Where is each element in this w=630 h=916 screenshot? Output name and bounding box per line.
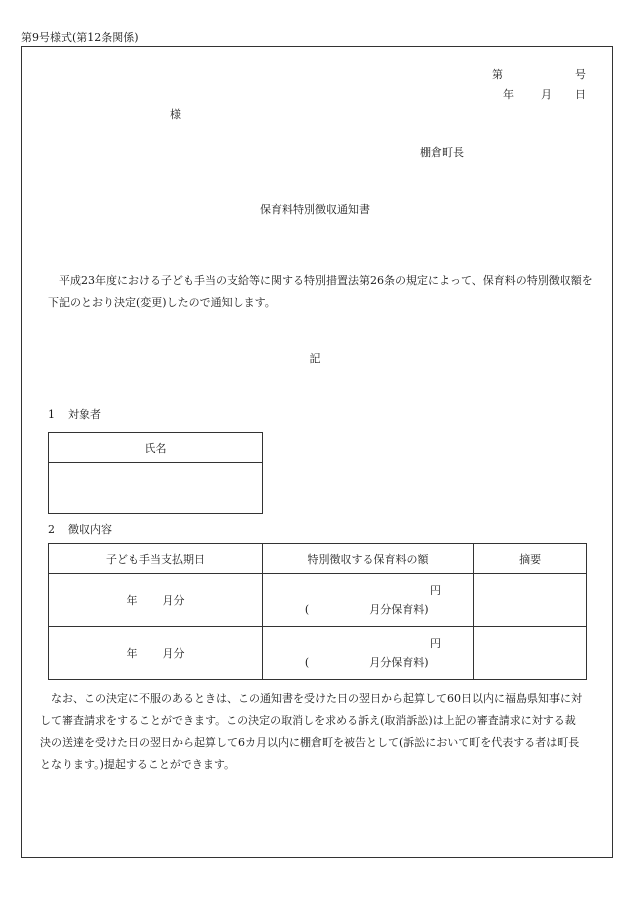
- yen-label: 円: [430, 584, 442, 597]
- name-cell: [49, 463, 263, 514]
- section1-title: 対象者: [68, 408, 101, 421]
- section2-heading: [48, 521, 112, 537]
- section2-number: 2: [48, 523, 55, 536]
- name-header: 氏名: [49, 433, 263, 463]
- row-month: 月分: [162, 647, 185, 660]
- table-row: [49, 627, 587, 680]
- paren-open: (: [304, 603, 310, 616]
- payment-date-cell: [49, 574, 263, 627]
- column-header-payment-date: 子ども手当支払期日: [49, 544, 263, 574]
- subject-table: [48, 432, 263, 514]
- section1-heading: [48, 406, 101, 422]
- amount-cell: [262, 574, 473, 627]
- date-day: 日: [575, 88, 586, 101]
- date-year: 年: [503, 88, 514, 101]
- remarks-cell: [474, 574, 587, 627]
- issue-date: [503, 86, 586, 102]
- paren-open: (: [304, 656, 310, 669]
- addressee: 様: [170, 108, 181, 121]
- notice-text: なお、この決定に不服のあるときは、この通知書を受けた日の翌日から起算して60日以内に福島県知事に対して審査請求をすることができます。この決定の取消しを求める訴え(取消訴訟)は上記の審査請求に対する裁決の送達を受けた日の翌日から起算して6カ月以内に棚倉町を被告として(訴訟において町を代表する者は町長となります。)提起することができます。: [40, 692, 582, 771]
- yen-label: 円: [430, 637, 442, 650]
- table-row: [49, 574, 587, 627]
- column-header-remarks: 摘要: [474, 544, 587, 574]
- amount-cell: [262, 627, 473, 680]
- issuer: 棚倉町長: [420, 146, 464, 159]
- section2-title: 徴収内容: [68, 523, 112, 536]
- remarks-cell: [474, 627, 587, 680]
- document-number: [492, 66, 586, 82]
- row-year: 年: [126, 594, 138, 607]
- row-year: 年: [126, 647, 138, 660]
- paren-text: 月分保育料): [369, 603, 429, 616]
- number-prefix: 第: [492, 68, 503, 81]
- section1-number: 1: [48, 408, 55, 421]
- date-month: 月: [541, 88, 552, 101]
- body-text: 平成23年度における子ども手当の支給等に関する特別措置法第26条の規定によって、保育料の特別徴収額を下記のとおり決定(変更)したので通知します。: [48, 274, 593, 309]
- payment-date-cell: [49, 627, 263, 680]
- row-month: 月分: [162, 594, 185, 607]
- number-suffix: 号: [575, 68, 586, 81]
- column-header-amount: 特別徴収する保育料の額: [262, 544, 473, 574]
- collection-table: [48, 543, 587, 680]
- paren-text: 月分保育料): [369, 656, 429, 669]
- document-title: 保育料特別徴収通知書: [260, 203, 370, 216]
- ki-heading: 記: [309, 352, 321, 365]
- form-label: 第9号様式(第12条関係): [21, 31, 139, 44]
